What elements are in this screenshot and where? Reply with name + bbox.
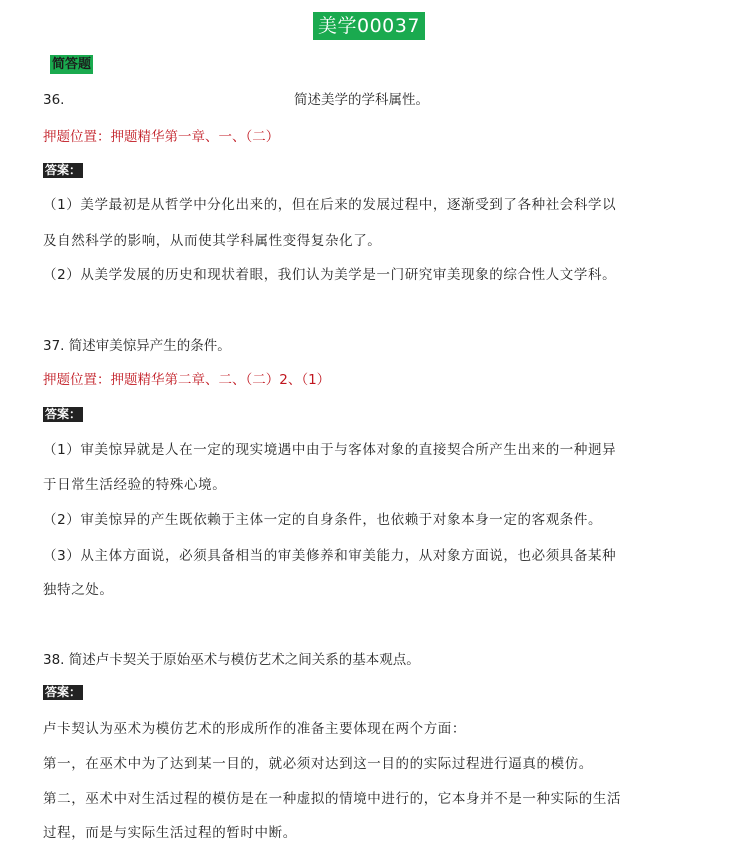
question-38: 38. 简述卢卡契关于原始巫术与模仿艺术之间关系的基本观点。 <box>43 652 420 668</box>
question-37-position: 押题位置：押题精华第二章、二、（二）2、（1） <box>43 372 331 388</box>
question-text: 简述美学的学科属性。 <box>294 92 429 108</box>
answer-line: 于日常生活经验的特殊心境。 <box>43 477 227 493</box>
answer-line: （3）从主体方面说，必须具备相当的审美修养和审美能力，从对象方面说，也必须具备某种 <box>43 548 617 564</box>
answer-line: （1）美学最初是从哲学中分化出来的，但在后来的发展过程中，逐渐受到了各种社会科学以 <box>43 197 617 213</box>
answer-label: 答案： <box>45 407 82 421</box>
answer-line: （2）审美惊异的产生既依赖于主体一定的自身条件，也依赖于对象本身一定的客观条件。 <box>43 512 603 528</box>
answer-line: 第二，巫术中对生活过程的模仿是在一种虚拟的情境中进行的，它本身并不是一种实际的生活 <box>43 791 622 807</box>
document-title: 美学00037 <box>313 12 425 40</box>
answer-line: 第一，在巫术中为了达到某一目的，就必须对达到这一目的的实际过程进行逼真的模仿。 <box>43 756 593 772</box>
question-36-position: 押题位置：押题精华第一章、一、（二） <box>43 129 280 145</box>
answer-line: 卢卡契认为巫术为模仿艺术的形成所作的准备主要体现在两个方面： <box>43 721 466 737</box>
question-number: 36. <box>43 92 65 108</box>
question-37: 37. 简述审美惊异产生的条件。 <box>43 338 231 354</box>
answer-line: 过程，而是与实际生活过程的暂时中断。 <box>43 825 297 841</box>
answer-line: 独特之处。 <box>43 582 114 598</box>
section-tag: 简答题 <box>52 57 92 72</box>
answer-label: 答案： <box>45 685 82 699</box>
answer-label: 答案： <box>45 163 82 177</box>
answer-line: 及自然科学的影响，从而使其学科属性变得复杂化了。 <box>43 233 382 249</box>
answer-line: （1）审美惊异就是人在一定的现实境遇中由于与客体对象的直接契合所产生出来的一种迥异 <box>43 442 617 458</box>
question-36 <box>43 90 429 110</box>
answer-line: （2）从美学发展的历史和现状着眼，我们认为美学是一门研究审美现象的综合性人文学科。 <box>43 267 617 283</box>
